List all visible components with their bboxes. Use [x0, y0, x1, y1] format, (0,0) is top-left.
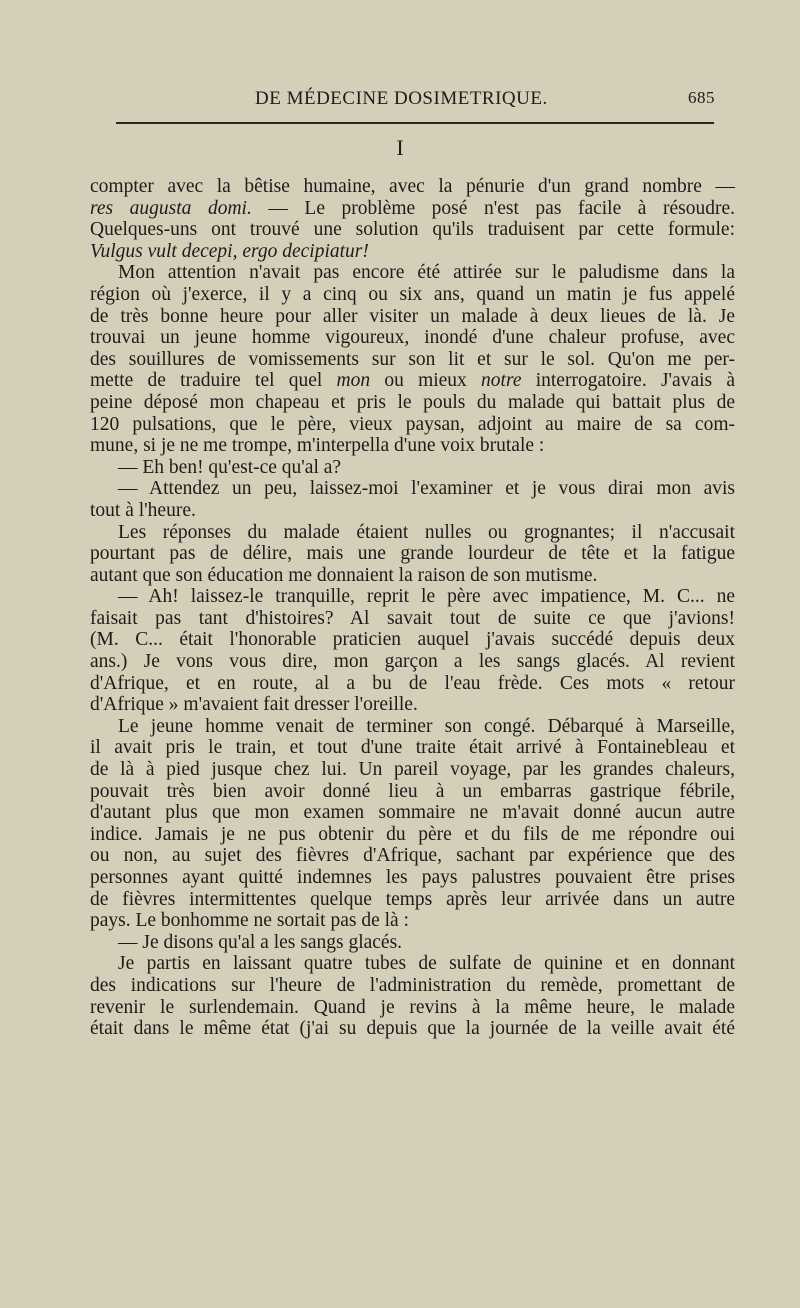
- text-line-italic: Vulgus vult decepi, ergo decipiatur!: [90, 240, 369, 262]
- page-number: 685: [688, 88, 715, 107]
- text-line: ou non, au sujet des fièvres d'Afrique, sachant par expérience que des: [90, 845, 735, 867]
- section-number: I: [396, 135, 404, 160]
- paragraph-first-line: Les réponses du malade étaient nulles ou grognantes; il n'accusait: [118, 521, 735, 543]
- text-line: peine déposé mon chapeau et pris le pouls du malade qui battait plus de: [90, 391, 735, 413]
- text-line: trouvai un jeune homme vigoureux, inondé d'une chaleur profuse, avec: [90, 327, 735, 349]
- text-line: d'Afrique, et en route, al a bu de l'eau frède. Ces mots « retour: [90, 672, 735, 694]
- text-line: pays. Le bonhomme ne sortait pas de là :: [90, 910, 409, 932]
- text-line: Quelques-uns ont trouvé une solution qu'ils traduisent par cette formule:: [90, 219, 735, 241]
- text-line: autant que son éducation me donnaient la raison de son mutisme.: [90, 564, 598, 586]
- text-italic: notre: [481, 370, 522, 392]
- text-span: — Le problème posé n'est pas facile à résoudre.: [251, 197, 736, 219]
- text-line: pourtant pas de délire, mais une grande lourdeur de tête et la fatigue: [90, 543, 735, 565]
- text-line: d'Afrique » m'avaient fait dresser l'oreille.: [90, 694, 418, 716]
- text-span: mette de traduire tel quel: [90, 370, 337, 392]
- text-span: interrogatoire. J'avais à: [521, 370, 735, 392]
- text-italic: res augusta domi.: [90, 197, 252, 219]
- dialogue-line: — Je disons qu'al a les sangs glacés.: [118, 931, 403, 953]
- text-line: de très bonne heure pour aller visiter un malade à deux lieues de là. Je: [90, 305, 735, 327]
- text-line: pouvait très bien avoir donné lieu à un embarras gastrique fébrile,: [90, 780, 735, 802]
- text-line: (M. C... était l'honorable praticien auquel j'avais succédé depuis deux: [90, 629, 735, 651]
- running-title: DE MÉDECINE DOSIMETRIQUE.: [255, 88, 548, 109]
- text-line: personnes ayant quitté indemnes les pays palustres pouvaient être prises: [90, 867, 735, 888]
- text-line: des souillures de vomissements sur son lit et sur le sol. Qu'on me per-: [90, 348, 735, 370]
- text-line: de là à pied jusque chez lui. Un pareil voyage, par les grandes chaleurs,: [90, 759, 735, 781]
- text-line: 120 pulsations, que le père, vieux paysan, adjoint au maire de sa com-: [90, 413, 735, 435]
- text-line: d'autant plus que mon examen sommaire ne m'avait donné aucun autre: [90, 802, 735, 824]
- header-rule: [116, 122, 714, 124]
- text-line: compter avec la bêtise humaine, avec la pénurie d'un grand nombre —: [90, 176, 735, 197]
- text-line: il avait pris le train, et tout d'une traite était arrivé à Fontainebleau et: [90, 737, 735, 759]
- text-line: revenir le surlendemain. Quand je revins à la même heure, le malade: [90, 996, 735, 1018]
- text-line: [90, 370, 735, 392]
- text-line: de fièvres intermittentes quelque temps après leur arrivée dans un autre: [90, 888, 735, 910]
- text-line: des indications sur l'heure de l'administration du remède, promettant de: [90, 974, 735, 996]
- body-text: [90, 176, 735, 1040]
- text-line: tout à l'heure.: [90, 499, 196, 521]
- text-line: mune, si je ne me trompe, m'interpella d'une voix brutale :: [90, 435, 545, 457]
- text-italic: mon: [336, 370, 371, 392]
- text-line: région où j'exerce, il y a cinq ou six ans, quand un matin je fus appelé: [90, 283, 735, 305]
- paragraph-first-line: Je partis en laissant quatre tubes de sulfate de quinine et en donnant: [118, 953, 735, 975]
- dialogue-line: — Attendez un peu, laissez-moi l'examiner et je vous dirai mon avis: [118, 478, 735, 500]
- text-line: [90, 198, 735, 220]
- text-span: ou mieux: [370, 370, 482, 392]
- paragraph-first-line: Le jeune homme venait de terminer son congé. Débarqué à Marseille,: [118, 715, 735, 737]
- text-line: ans.) Je vons vous dire, mon garçon a les sangs glacés. Al revient: [90, 651, 735, 673]
- text-line: était dans le même état (j'ai su depuis que la journée de la veille avait été: [90, 1018, 735, 1040]
- dialogue-line: — Eh ben! qu'est-ce qu'al a?: [118, 456, 342, 478]
- text-line: indice. Jamais je ne pus obtenir du père et du fils de me répondre oui: [90, 823, 735, 845]
- text-line: faisait pas tant d'histoires? Al savait tout de suite ce que j'avions!: [90, 607, 735, 629]
- dialogue-line: — Ah! laissez-le tranquille, reprit le père avec impatience, M. C... ne: [118, 586, 735, 608]
- paragraph-first-line: Mon attention n'avait pas encore été attirée sur le paludisme dans la: [118, 262, 735, 284]
